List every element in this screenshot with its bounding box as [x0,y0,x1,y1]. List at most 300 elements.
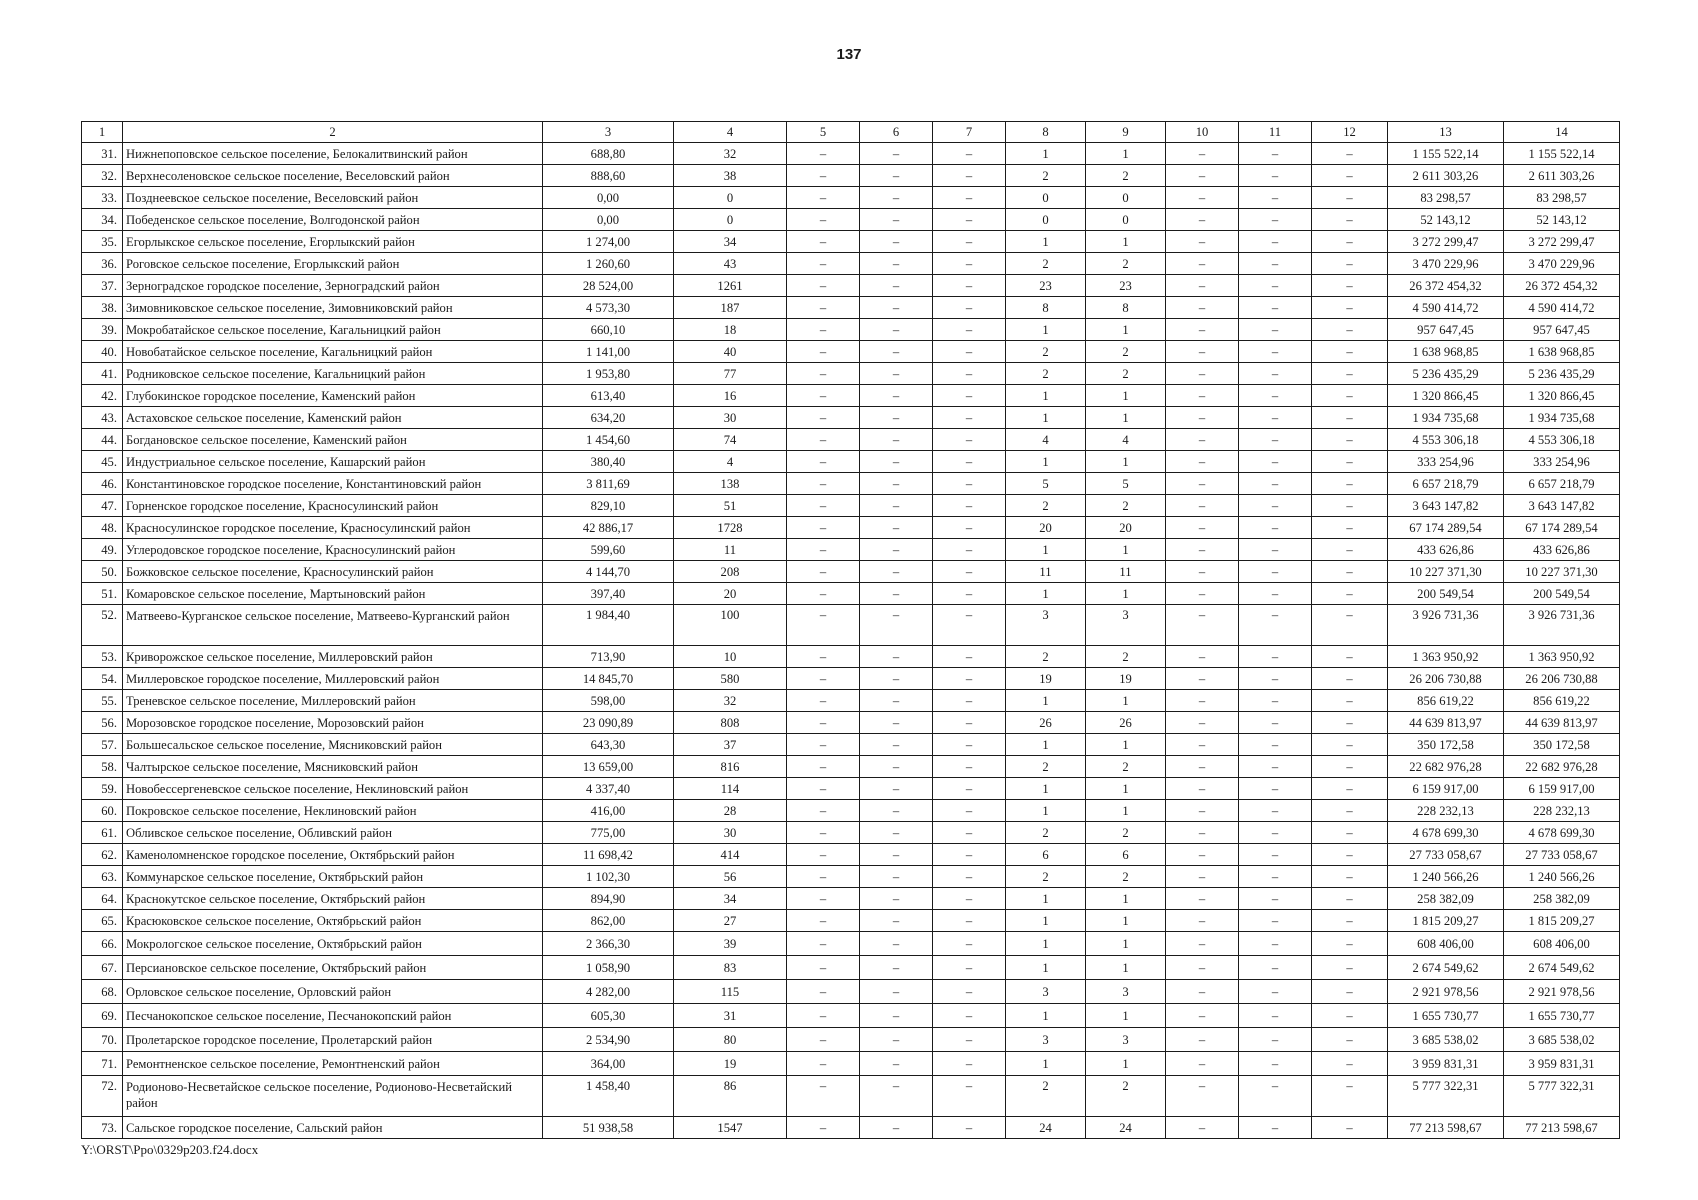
settlement-name-cell: Покровское сельское поселение, Неклиновский район [123,800,543,822]
value-cell: 32 [674,690,787,712]
table-row [82,407,1620,429]
value-cell: – [1166,363,1239,385]
value-cell: 6 657 218,79 [1388,473,1504,495]
value-cell: 4 678 699,30 [1388,822,1504,844]
value-cell: 1 363 950,92 [1504,646,1620,668]
value-cell: 598,00 [543,690,674,712]
row-number-cell: 33. [82,187,123,209]
value-cell: – [787,605,860,646]
value-cell: – [933,932,1006,956]
value-cell: 1261 [674,275,787,297]
value-cell: 1 [1006,583,1086,605]
value-cell: 350 172,58 [1388,734,1504,756]
value-cell: 5 236 435,29 [1504,363,1620,385]
row-number-cell: 58. [82,756,123,778]
value-cell: – [1312,605,1388,646]
value-cell: 42 886,17 [543,517,674,539]
value-cell: – [1312,451,1388,473]
value-cell: 3 [1006,1028,1086,1052]
value-cell: 775,00 [543,822,674,844]
value-cell: – [860,756,933,778]
settlement-name-cell: Глубокинское городское поселение, Каменский район [123,385,543,407]
value-cell: – [860,1076,933,1117]
value-cell: 4 [674,451,787,473]
column-header: 12 [1312,122,1388,143]
value-cell: 2 921 978,56 [1504,980,1620,1004]
value-cell: 1 [1006,910,1086,932]
value-cell: – [1312,561,1388,583]
value-cell: – [1166,473,1239,495]
value-cell: 19 [1086,668,1166,690]
value-cell: – [1239,1004,1312,1028]
value-cell: 26 [1086,712,1166,734]
value-cell: – [860,1004,933,1028]
row-number-cell: 50. [82,561,123,583]
table-row [82,253,1620,275]
row-number-cell: 55. [82,690,123,712]
value-cell: 4 678 699,30 [1504,822,1620,844]
value-cell: 397,40 [543,583,674,605]
value-cell: 1 [1086,800,1166,822]
value-cell: 1 815 209,27 [1504,910,1620,932]
row-number-cell: 54. [82,668,123,690]
value-cell: – [860,1117,933,1139]
value-cell: 2 [1006,363,1086,385]
value-cell: – [1239,363,1312,385]
settlement-name-cell: Матвеево-Курганское сельское поселение, Матвеево-Курганский район [123,605,543,646]
settlement-name-cell: Миллеровское городское поселение, Миллеровский район [123,668,543,690]
value-cell: 44 639 813,97 [1388,712,1504,734]
value-cell: 605,30 [543,1004,674,1028]
value-cell: 3 643 147,82 [1504,495,1620,517]
value-cell: 43 [674,253,787,275]
value-cell: 2 [1006,756,1086,778]
value-cell: – [1166,187,1239,209]
value-cell: 83 298,57 [1388,187,1504,209]
value-cell: – [1239,517,1312,539]
value-cell: 1 [1006,690,1086,712]
table-header-row [82,122,1620,143]
value-cell: – [1239,561,1312,583]
value-cell: – [1166,231,1239,253]
settlement-name-cell: Краснокутское сельское поселение, Октябрьский район [123,888,543,910]
value-cell: 1 [1006,800,1086,822]
value-cell: 1 [1086,1004,1166,1028]
value-cell: 2 [1006,341,1086,363]
value-cell: 1 [1086,319,1166,341]
value-cell: – [860,275,933,297]
value-cell: – [787,1004,860,1028]
value-cell: – [1239,866,1312,888]
value-cell: 957 647,45 [1504,319,1620,341]
value-cell: – [1312,756,1388,778]
value-cell: 1 363 950,92 [1388,646,1504,668]
row-number-cell: 42. [82,385,123,407]
value-cell: 433 626,86 [1504,539,1620,561]
value-cell: – [933,561,1006,583]
value-cell: – [1312,980,1388,1004]
value-cell: – [1166,253,1239,275]
value-cell: 1 274,00 [543,231,674,253]
value-cell: – [1312,646,1388,668]
table-row [82,646,1620,668]
value-cell: – [787,910,860,932]
value-cell: – [933,822,1006,844]
value-cell: – [1239,253,1312,275]
settlement-name-cell: Астаховское сельское поселение, Каменский район [123,407,543,429]
value-cell: 350 172,58 [1504,734,1620,756]
value-cell: 580 [674,668,787,690]
value-cell: – [1166,956,1239,980]
row-number-cell: 43. [82,407,123,429]
value-cell: – [787,275,860,297]
value-cell: – [1166,668,1239,690]
value-cell: 1547 [674,1117,787,1139]
value-cell: – [787,932,860,956]
value-cell: – [1239,407,1312,429]
column-header: 1 [82,122,123,143]
value-cell: 1 934 735,68 [1504,407,1620,429]
value-cell: 77 [674,363,787,385]
value-cell: – [787,956,860,980]
row-number-cell: 53. [82,646,123,668]
row-number-cell: 61. [82,822,123,844]
table-row [82,980,1620,1004]
value-cell: – [933,341,1006,363]
value-cell: 8 [1086,297,1166,319]
value-cell: 83 [674,956,787,980]
value-cell: – [1312,583,1388,605]
value-cell: 4 590 414,72 [1504,297,1620,319]
value-cell: 1 454,60 [543,429,674,451]
value-cell: – [860,822,933,844]
value-cell: 10 227 371,30 [1388,561,1504,583]
value-cell: 2 [1006,253,1086,275]
value-cell: – [787,473,860,495]
value-cell: – [933,319,1006,341]
value-cell: – [787,539,860,561]
row-number-cell: 44. [82,429,123,451]
value-cell: – [1239,165,1312,187]
settlement-name-cell: Обливское сельское поселение, Обливский район [123,822,543,844]
row-number-cell: 48. [82,517,123,539]
value-cell: 208 [674,561,787,583]
row-number-cell: 47. [82,495,123,517]
value-cell: 608 406,00 [1388,932,1504,956]
value-cell: 19 [674,1052,787,1076]
value-cell: – [1239,646,1312,668]
value-cell: 364,00 [543,1052,674,1076]
value-cell: 5 777 322,31 [1388,1076,1504,1117]
value-cell: 380,40 [543,451,674,473]
value-cell: – [1312,341,1388,363]
row-number-cell: 31. [82,143,123,165]
value-cell: – [933,910,1006,932]
value-cell: – [860,253,933,275]
value-cell: 32 [674,143,787,165]
table-row [82,539,1620,561]
value-cell: – [1166,888,1239,910]
value-cell: 38 [674,165,787,187]
value-cell: 30 [674,407,787,429]
value-cell: 3 [1086,1028,1166,1052]
value-cell: 2 [1086,822,1166,844]
value-cell: – [787,1028,860,1052]
value-cell: 829,10 [543,495,674,517]
column-header: 8 [1006,122,1086,143]
value-cell: 18 [674,319,787,341]
settlement-name-cell: Нижнепоповское сельское поселение, Белокалитвинский район [123,143,543,165]
value-cell: – [787,517,860,539]
table-row [82,319,1620,341]
value-cell: – [1312,319,1388,341]
value-cell: – [1166,275,1239,297]
value-cell: – [860,778,933,800]
value-cell: – [860,231,933,253]
value-cell: 13 659,00 [543,756,674,778]
value-cell: – [933,980,1006,1004]
value-cell: – [787,778,860,800]
value-cell: – [860,932,933,956]
value-cell: – [933,1052,1006,1076]
table-row [82,932,1620,956]
value-cell: – [933,956,1006,980]
value-cell: – [1312,495,1388,517]
value-cell: 34 [674,888,787,910]
value-cell: 100 [674,605,787,646]
value-cell: 3 685 538,02 [1504,1028,1620,1052]
value-cell: 3 926 731,36 [1504,605,1620,646]
value-cell: – [933,888,1006,910]
value-cell: – [933,646,1006,668]
value-cell: – [860,690,933,712]
value-cell: 3 470 229,96 [1388,253,1504,275]
value-cell: – [1239,1117,1312,1139]
settlement-name-cell: Родионово-Несветайское сельское поселение, Родионово-Несветайский район [123,1076,543,1117]
table-row [82,275,1620,297]
value-cell: – [1239,605,1312,646]
value-cell: – [860,956,933,980]
value-cell: – [1239,187,1312,209]
value-cell: 27 733 058,67 [1504,844,1620,866]
settlement-name-cell: Орловское сельское поселение, Орловский район [123,980,543,1004]
value-cell: 2 [1006,646,1086,668]
value-cell: – [860,980,933,1004]
value-cell: – [1312,297,1388,319]
row-number-cell: 36. [82,253,123,275]
value-cell: – [1166,495,1239,517]
value-cell: – [1312,187,1388,209]
value-cell: – [1312,231,1388,253]
value-cell: 2 366,30 [543,932,674,956]
value-cell: 1 320 866,45 [1504,385,1620,407]
value-cell: 52 143,12 [1504,209,1620,231]
value-cell: – [1166,734,1239,756]
value-cell: 26 206 730,88 [1388,668,1504,690]
column-header: 4 [674,122,787,143]
value-cell: 2 674 549,62 [1504,956,1620,980]
value-cell: – [1166,407,1239,429]
value-cell: – [787,385,860,407]
value-cell: – [1166,712,1239,734]
value-cell: 2 [1006,822,1086,844]
value-cell: – [1166,517,1239,539]
value-cell: – [1166,844,1239,866]
value-cell: – [933,800,1006,822]
value-cell: – [1312,429,1388,451]
settlement-name-cell: Зерноградское городское поселение, Зерноградский район [123,275,543,297]
value-cell: 20 [1006,517,1086,539]
value-cell: 643,30 [543,734,674,756]
value-cell: 4 337,40 [543,778,674,800]
value-cell: 258 382,09 [1388,888,1504,910]
table-row [82,187,1620,209]
value-cell: – [1166,1117,1239,1139]
value-cell: – [1239,980,1312,1004]
value-cell: – [1312,209,1388,231]
value-cell: 4 144,70 [543,561,674,583]
table-row [82,231,1620,253]
value-cell: 37 [674,734,787,756]
row-number-cell: 64. [82,888,123,910]
value-cell: – [1239,956,1312,980]
value-cell: 80 [674,1028,787,1052]
row-number-cell: 39. [82,319,123,341]
value-cell: 1 [1006,778,1086,800]
table-row [82,800,1620,822]
value-cell: – [933,209,1006,231]
value-cell: 3 959 831,31 [1504,1052,1620,1076]
settlement-name-cell: Роговское сельское поселение, Егорлыкский район [123,253,543,275]
value-cell: – [933,734,1006,756]
value-cell: – [787,165,860,187]
value-cell: – [1239,910,1312,932]
table-row [82,756,1620,778]
value-cell: – [787,800,860,822]
column-header: 14 [1504,122,1620,143]
value-cell: – [933,844,1006,866]
value-cell: 4 282,00 [543,980,674,1004]
value-cell: 28 524,00 [543,275,674,297]
value-cell: – [787,1076,860,1117]
value-cell: – [1239,932,1312,956]
value-cell: – [1239,429,1312,451]
value-cell: – [933,539,1006,561]
value-cell: 1 [1086,778,1166,800]
value-cell: 4 590 414,72 [1388,297,1504,319]
settlement-name-cell: Верхнесоленовское сельское поселение, Веселовский район [123,165,543,187]
value-cell: – [1312,668,1388,690]
value-cell: 634,20 [543,407,674,429]
value-cell: 3 470 229,96 [1504,253,1620,275]
value-cell: – [860,517,933,539]
table-row [82,734,1620,756]
value-cell: 74 [674,429,787,451]
value-cell: – [933,1004,1006,1028]
value-cell: – [787,844,860,866]
value-cell: – [1312,165,1388,187]
value-cell: – [860,646,933,668]
value-cell: – [860,407,933,429]
row-number-cell: 70. [82,1028,123,1052]
value-cell: 31 [674,1004,787,1028]
value-cell: – [860,866,933,888]
value-cell: – [860,363,933,385]
value-cell: – [1312,1052,1388,1076]
value-cell: 228 232,13 [1504,800,1620,822]
row-number-cell: 35. [82,231,123,253]
value-cell: – [1166,429,1239,451]
settlement-name-cell: Чалтырское сельское поселение, Мясниковский район [123,756,543,778]
value-cell: 1 [1086,956,1166,980]
value-cell: – [1239,800,1312,822]
table-row [82,690,1620,712]
value-cell: 3 685 538,02 [1388,1028,1504,1052]
column-header: 10 [1166,122,1239,143]
value-cell: – [1312,712,1388,734]
value-cell: – [860,561,933,583]
row-number-cell: 56. [82,712,123,734]
value-cell: 1 240 566,26 [1504,866,1620,888]
table-row [82,888,1620,910]
value-cell: – [860,668,933,690]
table-row [82,605,1620,646]
table-row [82,1076,1620,1117]
value-cell: – [1166,646,1239,668]
settlement-name-cell: Новобессергеневское сельское поселение, Неклиновский район [123,778,543,800]
value-cell: 0 [1086,209,1166,231]
value-cell: – [860,429,933,451]
settlement-name-cell: Божковское сельское поселение, Красносулинский район [123,561,543,583]
settlement-name-cell: Криворожское сельское поселение, Миллеровский район [123,646,543,668]
value-cell: – [860,297,933,319]
table-row [82,866,1620,888]
value-cell: – [1166,1052,1239,1076]
value-cell: – [860,341,933,363]
value-cell: – [1312,1028,1388,1052]
value-cell: – [1239,451,1312,473]
value-cell: 10 227 371,30 [1504,561,1620,583]
value-cell: – [1239,297,1312,319]
value-cell: 2 [1086,165,1166,187]
value-cell: 1 [1086,539,1166,561]
value-cell: 30 [674,822,787,844]
value-cell: 2 [1086,756,1166,778]
value-cell: – [1166,866,1239,888]
value-cell: – [1166,778,1239,800]
value-cell: 24 [1006,1117,1086,1139]
value-cell: – [860,888,933,910]
value-cell: – [860,319,933,341]
value-cell: 1 [1086,451,1166,473]
table-row [82,165,1620,187]
value-cell: – [933,253,1006,275]
value-cell: 2 [1086,341,1166,363]
row-number-cell: 57. [82,734,123,756]
value-cell: 22 682 976,28 [1504,756,1620,778]
value-cell: – [933,451,1006,473]
value-cell: – [1166,539,1239,561]
table-row [82,297,1620,319]
value-cell: 2 [1086,495,1166,517]
value-cell: 1 [1006,319,1086,341]
value-cell: 26 372 454,32 [1504,275,1620,297]
value-cell: – [1312,800,1388,822]
value-cell: 2 [1086,646,1166,668]
value-cell: – [860,209,933,231]
value-cell: 200 549,54 [1504,583,1620,605]
value-cell: 4 553 306,18 [1388,429,1504,451]
